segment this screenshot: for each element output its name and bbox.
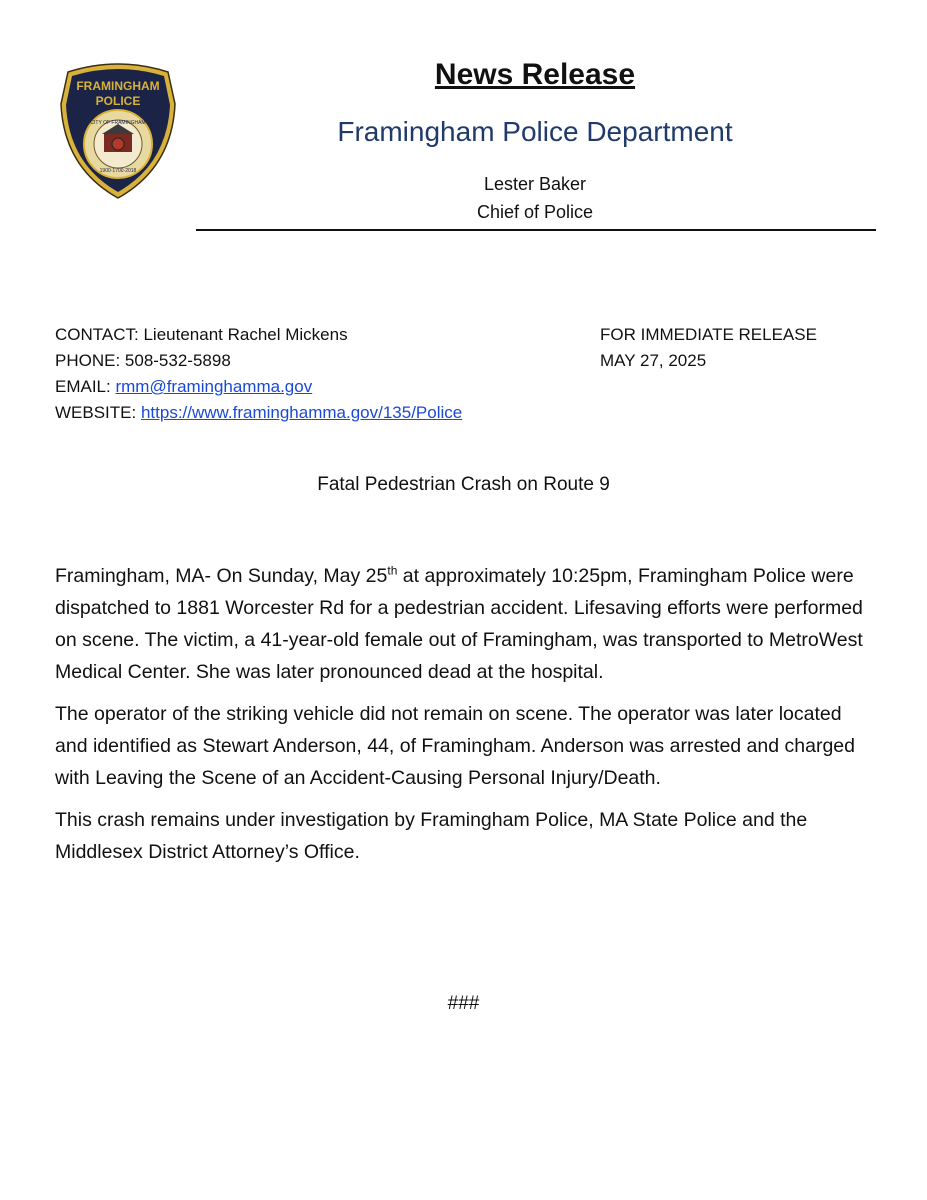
contact-name: Lieutenant Rachel Mickens xyxy=(143,325,348,344)
paragraph-3: This crash remains under investigation by Framingham Police, MA State Police and the Middlesex District Attorney’s Office. xyxy=(55,809,808,863)
contact-label: CONTACT: xyxy=(55,325,144,344)
paragraph-1 xyxy=(55,560,875,688)
website-link[interactable]: https://www.framinghamma.gov/135/Police xyxy=(140,403,463,422)
ordinal-suffix: th xyxy=(387,563,398,578)
headline: Fatal Pedestrian Crash on Route 9 xyxy=(317,474,610,495)
paragraph-1-start: Framingham, MA- On Sunday, May 25 xyxy=(55,565,388,587)
phone-row xyxy=(55,348,462,374)
phone-number: 508-532-5898 xyxy=(124,351,231,370)
news-release-title: News Release xyxy=(434,58,636,91)
release-body xyxy=(55,560,875,878)
police-badge-logo xyxy=(58,58,178,200)
contact-row xyxy=(55,322,462,348)
department-name: Framingham Police Department xyxy=(337,116,733,147)
email-row xyxy=(55,374,462,400)
release-block xyxy=(600,322,817,374)
chief-name: Lester Baker xyxy=(483,174,587,194)
paragraph-2: The operator of the striking vehicle did not remain on scene. The operator was later located and identified as Stewart Anderson, 44, of Framingham. Anderson was arrested and charged with Leaving the Scene of an Accident-Causing Personal Injury/Death. xyxy=(55,703,855,789)
badge-bottom-text: POLICE xyxy=(95,94,141,108)
badge-year-text: 1900·1700·2018 xyxy=(99,168,137,174)
badge-top-text: FRAMINGHAM xyxy=(76,79,160,93)
release-label: FOR IMMEDIATE RELEASE xyxy=(600,325,817,344)
phone-label: PHONE: xyxy=(55,351,125,370)
website-row xyxy=(55,400,462,426)
contact-block xyxy=(55,322,462,426)
end-mark: ### xyxy=(447,993,480,1014)
chief-title: Chief of Police xyxy=(476,202,594,222)
release-date: MAY 27, 2025 xyxy=(600,351,707,370)
header-divider xyxy=(196,229,876,231)
website-label: WEBSITE: xyxy=(55,403,141,422)
paragraph-1-rest: at approximately 10:25pm, Framingham Police were dispatched to 1881 Worcester Rd for a pedestrian accident. Lifesaving efforts were performed on scene. The victim, a 41-year-old female out of Framingham, was transported to MetroWest Medical Center. She was later pronounced dead at the hospital. xyxy=(55,565,863,683)
email-link[interactable]: rmm@framinghamma.gov xyxy=(115,377,313,396)
email-label: EMAIL: xyxy=(55,377,116,396)
badge-seal-text: CITY OF FRAMINGHAM xyxy=(90,120,146,126)
